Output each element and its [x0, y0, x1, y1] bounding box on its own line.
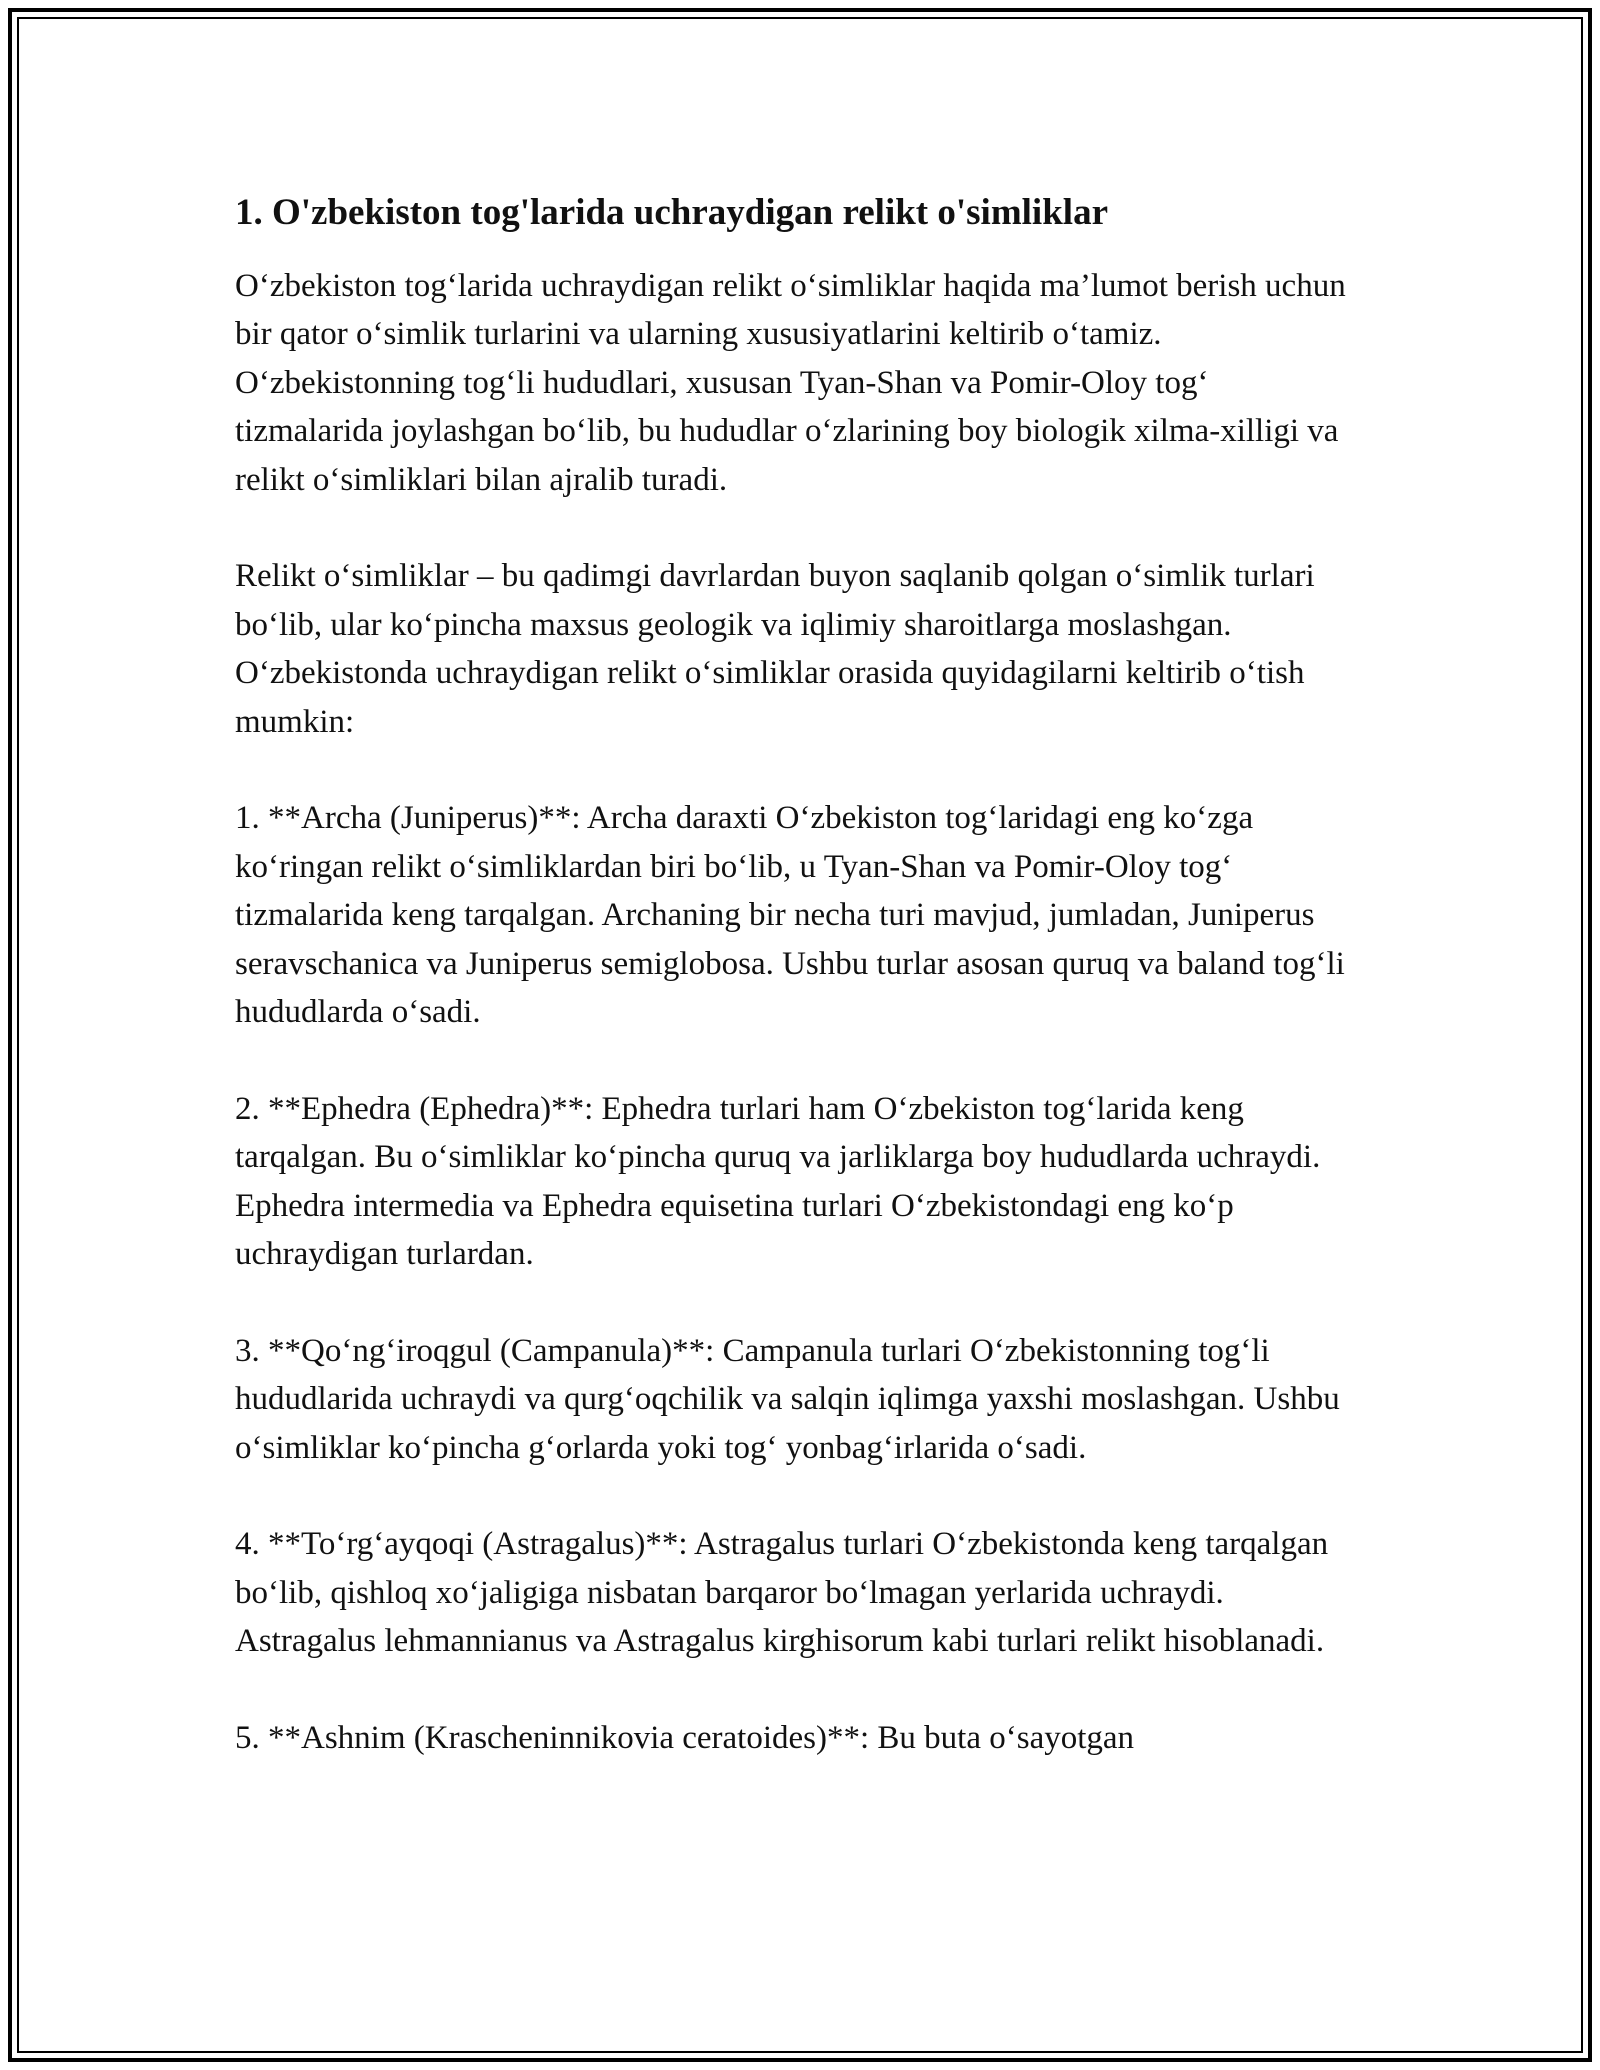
document-title: 1. O'zbekiston tog'larida uchraydigan relikt o'simliklar	[235, 192, 1108, 233]
paragraph-gap	[235, 1278, 1365, 1326]
paragraph-definition: Relikt o‘simliklar – bu qadimgi davrlardan buyon saqlanib qolgan o‘simlik turlari bo‘lib, ular ko‘pincha maxsus geologik va iqlimiy sharoitlarga moslashgan. O‘zbekistonda uchraydigan relikt o‘simliklar orasida quyidagilarni keltirib o‘tish mumkin:	[235, 558, 1315, 740]
paragraph-gap	[235, 1666, 1365, 1714]
document-body	[235, 188, 1365, 1763]
paragraph-gap	[235, 1036, 1365, 1084]
paragraph-gap	[235, 504, 1365, 552]
list-item-astragalus: 4. **To‘rg‘ayqoqi (Astragalus)**: Astragalus turlari O‘zbekistonda keng tarqalgan bo‘lib, qishloq xo‘jaligiga nisbatan barqaror bo‘lmagan yerlarida uchraydi. Astragalus lehmannianus va Astragalus kirghisorum kabi turlari relikt hisoblanadi.	[235, 1526, 1329, 1660]
list-item-ephedra: 2. **Ephedra (Ephedra)**: Ephedra turlari ham O‘zbekiston tog‘larida keng tarqalgan. Bu o‘simliklar ko‘pincha quruq va jarliklarga boy hududlarda uchraydi. Ephedra intermedia va Ephedra equisetina turlari O‘zbekistondagi eng ko‘p uchraydigan turlardan.	[235, 1090, 1321, 1273]
list-item-campanula: 3. **Qo‘ng‘iroqgul (Campanula)**: Campanula turlari O‘zbekistonning tog‘li hududlarida uchraydi va qurg‘oqchilik va salqin iqlimga yaxshi moslashgan. Ushbu o‘simliklar ko‘pincha g‘orlarda yoki tog‘ yonbag‘irlarida o‘sadi.	[235, 1332, 1340, 1466]
paragraph-intro: O‘zbekiston tog‘larida uchraydigan relikt o‘simliklar haqida ma’lumot berish uchun bir qator o‘simlik turlarini va ularning xususiyatlarini keltirib o‘tamiz. O‘zbekistonning tog‘li hududlari, xususan Tyan-Shan va Pomir-Oloy tog‘ tizmalarida joylashgan bo‘lib, bu hududlar o‘zlarining boy biologik xilma-xilligi va relikt o‘simliklari bilan ajralib turadi.	[235, 268, 1346, 498]
list-item-archa: 1. **Archa (Juniperus)**: Archa daraxti O‘zbekiston tog‘laridagi eng ko‘zga ko‘ringan relikt o‘simliklardan biri bo‘lib, u Tyan-Shan va Pomir-Oloy tog‘ tizmalarida keng tarqalgan. Archaning bir necha turi mavjud, jumladan, Juniperus seravschanica va Juniperus semiglobosa. Ushbu turlar asosan quruq va baland tog‘li hududlarda o‘sadi.	[235, 800, 1345, 1031]
paragraph-gap	[235, 746, 1365, 794]
list-item-ashnim: 5. **Ashnim (Krascheninnikovia ceratoides)**: Bu buta o‘sayotgan	[235, 1720, 1135, 1757]
paragraph-gap	[235, 1472, 1365, 1520]
